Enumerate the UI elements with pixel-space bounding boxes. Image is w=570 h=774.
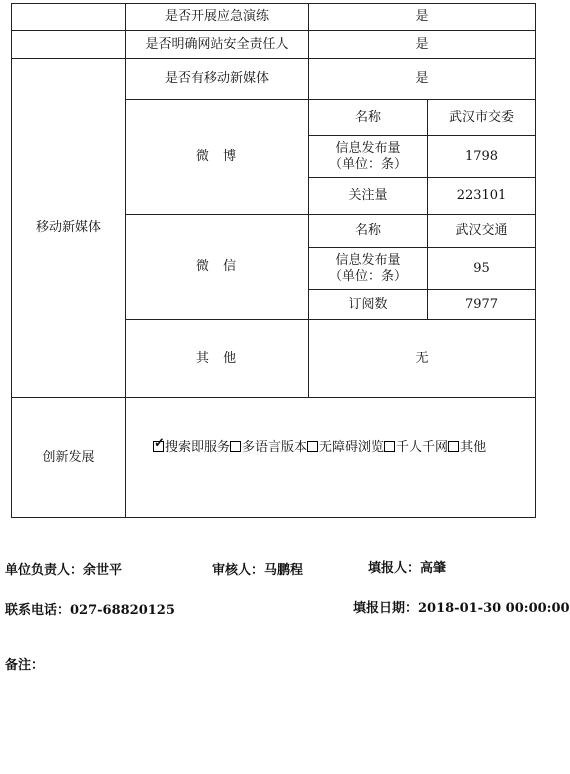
- responsible-value: 是: [309, 31, 536, 59]
- weibo-name-label: 名称: [309, 100, 428, 136]
- option-accessibility[interactable]: 无障碍浏览: [307, 440, 384, 455]
- weibo-followers-value: 223101: [428, 178, 536, 215]
- weixin-name-value: 武汉交通: [428, 215, 536, 248]
- weibo-followers-label: 关注量: [309, 178, 428, 215]
- weixin-posts-value: 95: [428, 248, 536, 290]
- weixin-name-label: 名称: [309, 215, 428, 248]
- report-table: [11, 3, 536, 518]
- has-mobile-value: 是: [309, 59, 536, 100]
- checkbox-icon[interactable]: [230, 441, 241, 452]
- weixin-label: 微 信: [126, 215, 309, 320]
- unit-head: 单位负责人：余世平: [5, 563, 123, 578]
- weibo-posts-value: 1798: [428, 136, 536, 178]
- mobile-section-label: 移动新媒体: [12, 59, 126, 398]
- option-personalized[interactable]: 千人千网: [384, 440, 448, 455]
- other-value: 无: [309, 320, 536, 398]
- checkbox-icon[interactable]: [448, 441, 459, 452]
- weixin-posts-label-line2: （单位：条）: [328, 268, 407, 284]
- weibo-posts-label: [309, 136, 428, 178]
- checkbox-icon[interactable]: [307, 441, 318, 452]
- filler: 填报人：高肇: [368, 561, 447, 576]
- weixin-posts-label: [309, 248, 428, 290]
- drill-label: 是否开展应急演练: [126, 4, 309, 31]
- innovation-label: 创新发展: [12, 398, 126, 518]
- weibo-label: 微 博: [126, 100, 309, 215]
- phone: 联系电话：027-68820125: [5, 603, 175, 618]
- weixin-subs-label: 订阅数: [309, 290, 428, 320]
- weixin-subs-value: 7977: [428, 290, 536, 320]
- blank-cell: [12, 4, 126, 31]
- responsible-label: 是否明确网站安全责任人: [126, 31, 309, 59]
- weibo-posts-label-line1: 信息发布量: [335, 140, 401, 156]
- blank-cell: [12, 31, 126, 59]
- reviewer: 审核人：马鹏程: [212, 563, 304, 578]
- fill-date: 填报日期：2018-01-30 00:00:00: [353, 601, 570, 616]
- option-other[interactable]: 其他: [448, 440, 486, 455]
- remarks: 备注：: [5, 658, 45, 673]
- weixin-posts-label-line1: 信息发布量: [335, 252, 401, 268]
- weibo-posts-label-line2: （单位：条）: [328, 156, 407, 172]
- other-label: 其 他: [126, 320, 309, 398]
- innovation-options: [126, 398, 536, 518]
- drill-value: 是: [309, 4, 536, 31]
- has-mobile-label: 是否有移动新媒体: [126, 59, 309, 100]
- weibo-name-value: 武汉市交委: [428, 100, 536, 136]
- checkbox-icon[interactable]: [384, 441, 395, 452]
- option-search-as-service[interactable]: ✓ 搜索即服务: [154, 435, 231, 455]
- checkbox-checked-icon[interactable]: ✓: [154, 435, 165, 451]
- option-multilingual[interactable]: 多语言版本: [230, 440, 307, 455]
